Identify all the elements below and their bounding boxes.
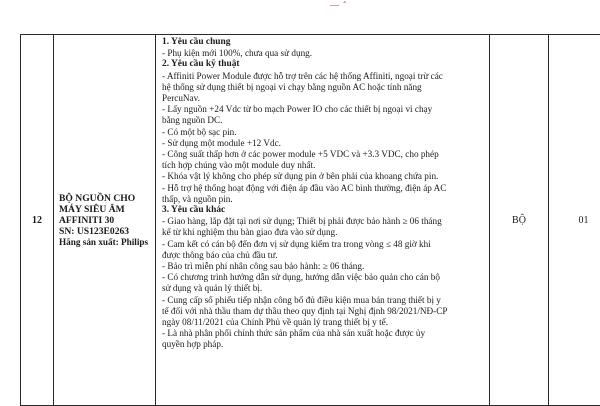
spec-cell bbox=[156, 35, 490, 406]
spec-line: - Công suất thấp hơn ở các power module +5 VDC và +3.3 VDC, cho phép bbox=[162, 149, 439, 160]
spec-line: tích hợp chúng vào một module duy nhất. bbox=[162, 160, 316, 171]
spec-line: - Sử dụng một module +12 Vdc. bbox=[162, 137, 281, 148]
spec-line: - Affiniti Power Module được hỗ trợ trên các hệ thống Affiniti, ngoại trừ các bbox=[162, 70, 443, 81]
spec-line: - Bảo trì miễn phí nhân công sau bảo hành: ≥ 06 tháng. bbox=[162, 261, 365, 272]
spec-line: tế đối với nhà thầu tham dự thầu theo quy định tại Nghị định 98/2021/NĐ-CP bbox=[162, 305, 448, 316]
spec-line: - Hỗ trợ hệ thống hoạt động với điện áp đầu vào AC bình thường, điện áp AC bbox=[162, 182, 447, 193]
item-name-cell bbox=[54, 35, 156, 406]
spec-line: kể từ khi nghiệm thu bàn giao đưa vào sử dụng. bbox=[162, 227, 338, 238]
page-top-mark: — ˆ bbox=[330, 0, 348, 10]
spec-line: - Có một bộ sạc pin. bbox=[162, 126, 237, 137]
table-row bbox=[21, 35, 600, 406]
section-title: 3. Yêu cầu khác bbox=[162, 205, 226, 216]
item-name-line: BỘ NGUỒN CHO bbox=[59, 192, 136, 204]
section-title: 1. Yêu cầu chung bbox=[162, 37, 231, 47]
spec-line: - Khóa vật lý không cho phép sử dụng pin ở bên phải của khoang chứa pin. bbox=[162, 171, 439, 182]
spec-line: - Lấy nguồn +24 Vdc từ bo mạch Power IO cho các thiết bị ngoại vi chạy bbox=[162, 104, 433, 115]
spec-line: thấp, và nguồn pin. bbox=[162, 193, 233, 204]
spec-line: - Cam kết có cán bộ đến đơn vị sử dụng kiểm tra trong vòng ≤ 48 giờ khi bbox=[162, 238, 431, 249]
spec-line: bằng nguồn DC. bbox=[162, 115, 223, 126]
spec-line: quyền hợp pháp. bbox=[162, 339, 224, 350]
spec-line: PercuNav. bbox=[162, 93, 200, 104]
spec-table bbox=[20, 34, 600, 406]
spec-line: - Giao hàng, lắp đặt tại nơi sử dụng; Thiết bị phải được bảo hành ≥ 06 tháng bbox=[162, 216, 442, 227]
quantity-cell: 01 bbox=[549, 35, 600, 406]
spec-line: - Có chương trình hướng dẫn sử dụng, hướng dẫn việc bảo quản cho cán bộ bbox=[162, 272, 440, 283]
spec-line: được thông báo của chủ đầu tư. bbox=[162, 249, 278, 260]
spec-line: sử dụng và quản lý thiết bị. bbox=[162, 283, 263, 294]
spec-text bbox=[162, 37, 485, 351]
item-name-line: MÁY SIÊU ÂM bbox=[59, 203, 125, 215]
row-number: 12 bbox=[21, 35, 54, 406]
spec-line: - Phụ kiện mới 100%, chưa qua sử dụng. bbox=[162, 48, 313, 59]
spec-line: - Là nhà phân phối chính thức sản phẩm của nhà sản xuất hoặc được ủy bbox=[162, 328, 426, 339]
item-name bbox=[59, 193, 155, 237]
spec-line: ngày 08/11/2021 của Chính Phủ về quản lý trang thiết bị y tế. bbox=[162, 317, 388, 328]
section-title: 2. Yêu cầu kỹ thuật bbox=[162, 59, 240, 70]
spec-line: hệ thống sử dụng thiết bị ngoại vi chạy bằng nguồn AC hoặc tính năng bbox=[162, 81, 422, 92]
unit-cell: BỘ bbox=[490, 35, 549, 406]
item-name-line: AFFINITI 30 bbox=[59, 214, 115, 226]
spec-line: - Cung cấp số phiếu tiếp nhận công bố đủ điều kiện mua bán trang thiết bị y bbox=[162, 294, 441, 305]
manufacturer: Hãng sản xuất: Philips bbox=[59, 236, 149, 247]
item-name-line: SN: US123E0263 bbox=[59, 225, 130, 237]
